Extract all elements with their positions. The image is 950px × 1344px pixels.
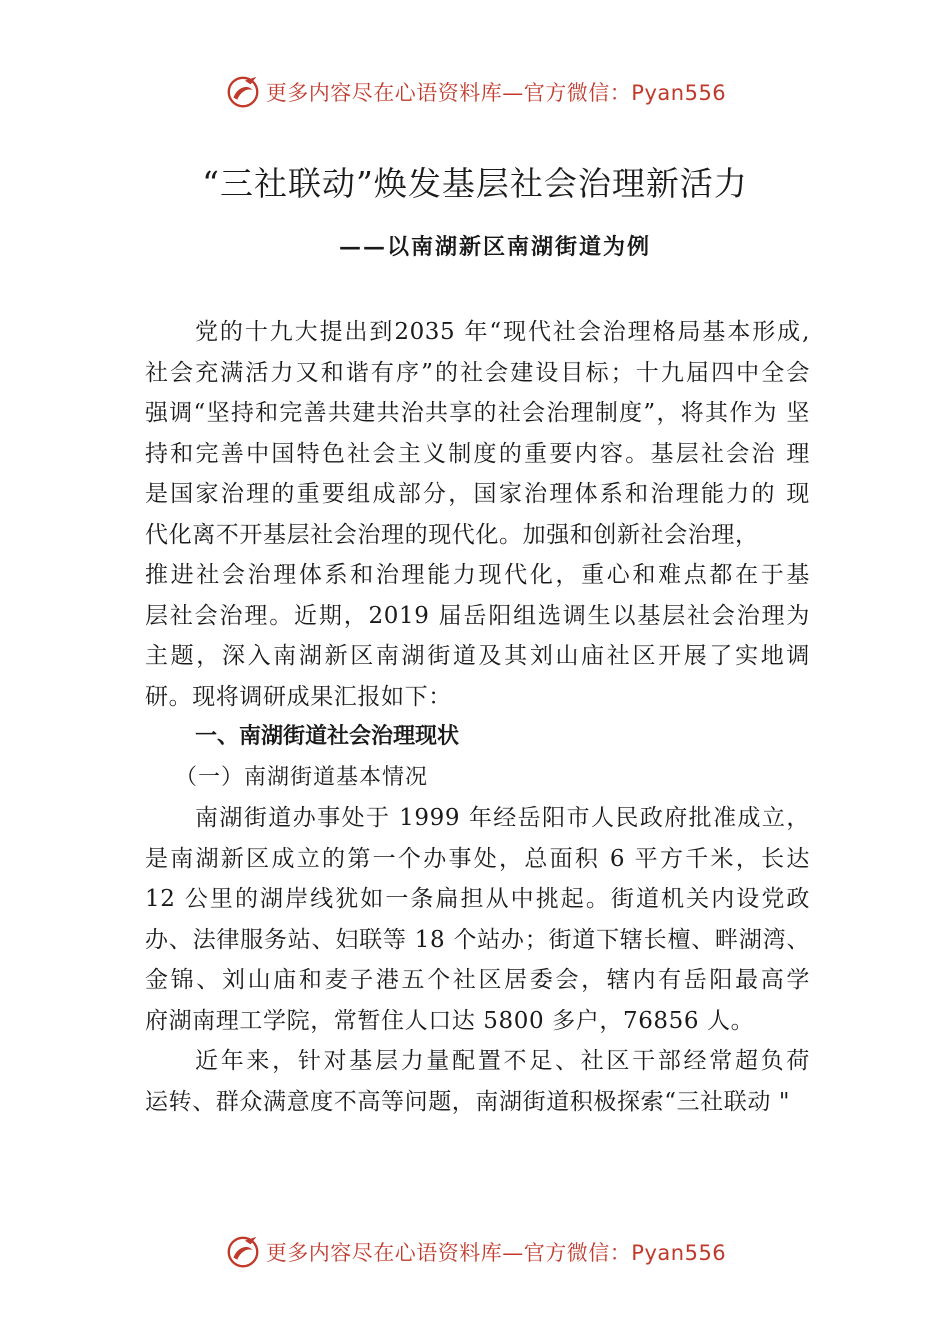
body-line: 社会充满活力又和谐有序”的社会建设目标；十九届四中全会 [145, 359, 810, 386]
document-body [145, 312, 810, 1122]
circle-swirl-logo-icon [224, 1233, 262, 1271]
body-line: 强调“坚持和完善共建共治共享的社会治理制度”，将其作为 坚 [145, 400, 810, 426]
body-line: 层社会治理。近期，2019 届岳阳组选调生以基层社会治理为 [145, 602, 810, 629]
watermark-banner-bottom [0, 1230, 950, 1274]
subsection-heading: （一）南湖街道基本情况 [175, 764, 429, 790]
body-line: 金锦、刘山庙和麦子港五个社区居委会，辖内有岳阳最高学 [145, 967, 810, 993]
body-line: 是南湖新区成立的第一个办事处，总面积 6 平方千米，长达 [145, 845, 810, 872]
body-line: 12 公里的湖岸线犹如一条扁担从中挑起。街道机关内设党政 [145, 886, 810, 912]
body-line: 研。现将调研成果汇报如下： [145, 683, 452, 710]
body-line: 近年来，针对基层力量配置不足、社区干部经常超负荷 [195, 1048, 810, 1074]
document-title: “三社联动”焕发基层社会治理新活力 [202, 164, 748, 203]
body-line: 推进社会治理体系和治理能力现代化，重心和难点都在于基 [145, 562, 810, 588]
circle-swirl-logo-icon [224, 73, 262, 111]
body-line: 府湖南理工学院，常暂住人口达 5800 多户，76856 人。 [145, 1007, 755, 1034]
body-line: 代化离不开基层社会治理的现代化。加强和创新社会治理， [145, 521, 759, 548]
body-line: 南湖街道办事处于 1999 年经岳阳市人民政府批准成立， [195, 805, 810, 831]
section-heading: 一、南湖街道社会治理现状 [195, 724, 460, 749]
watermark-banner-top [0, 70, 950, 114]
body-line: 运转、群众满意度不高等问题，南湖街道积极探索“三社联动 " [145, 1088, 791, 1115]
document-subtitle: ——以南湖新区南湖街道为例 [338, 234, 651, 260]
watermark-text: 更多内容尽在心语资料库—官方微信：Pyan556 [265, 81, 727, 105]
body-line: 是国家治理的重要组成部分，国家治理体系和治理能力的 现 [145, 481, 810, 507]
watermark-text: 更多内容尽在心语资料库—官方微信：Pyan556 [265, 1241, 727, 1265]
body-line: 党的十九大提出到2035 年“现代社会治理格局基本形成, [195, 319, 810, 345]
body-line: 办、法律服务站、妇联等 18 个站办；街道下辖长檀、畔湖湾、 [145, 926, 810, 953]
body-line: 持和完善中国特色社会主义制度的重要内容。基层社会治 理 [145, 440, 810, 467]
body-line: 主题，深入南湖新区南湖街道及其刘山庙社区开展了实地调 [145, 643, 810, 669]
